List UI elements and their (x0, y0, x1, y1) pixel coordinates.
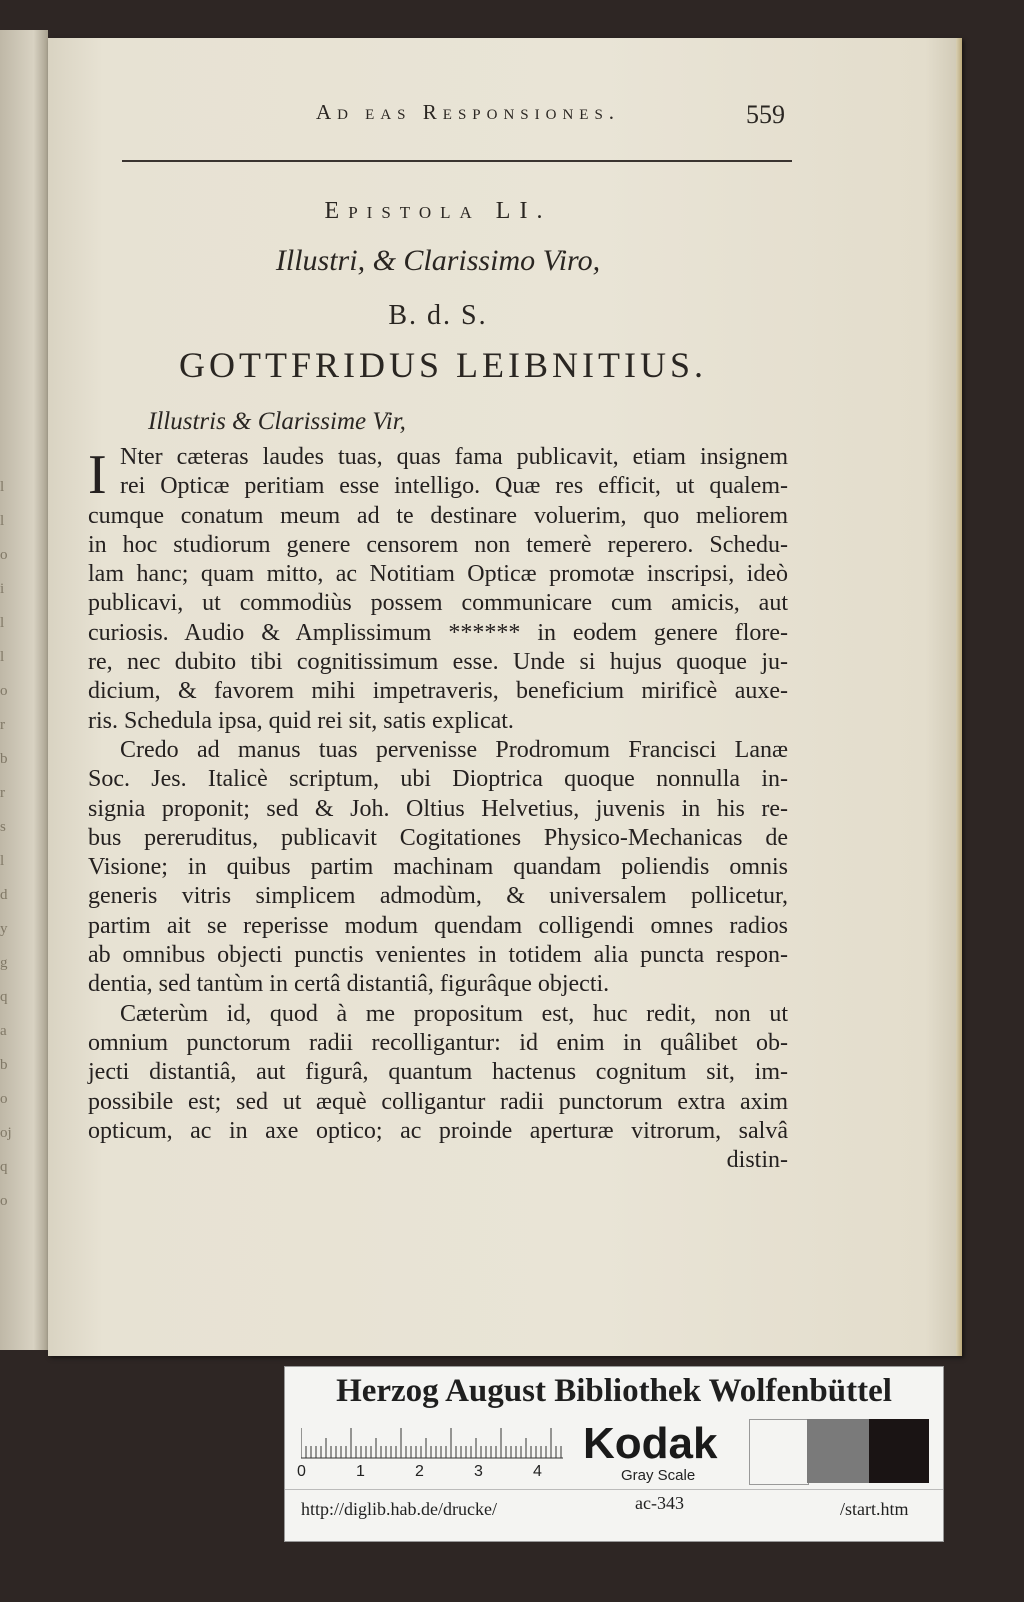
text-line: ab omnibus objecti punctis venientes in totidem alia puncta respon- (88, 942, 788, 969)
url-right: /start.htm (840, 1499, 909, 1519)
margin-mark: b (0, 1057, 8, 1073)
margin-mark: l (0, 479, 5, 495)
text-line: in hoc studiorum genere censorem non temerè reperero. Schedu- (88, 531, 788, 558)
text-line: dentia, sed tantùm in certâ distantiâ, figurâque objecti. (88, 971, 610, 998)
text-line: curiosis. Audio & Amplissimum ****** in eodem genere flore- (88, 619, 788, 646)
author-name: GOTTFRIDUS LEIBNITIUS. (179, 345, 707, 385)
margin-mark: s (0, 819, 6, 835)
recipient-initials: B. d. S. (388, 300, 488, 331)
text-line: partim ait se reperisse modum quendam colligendi omnes radios (88, 912, 788, 939)
margin-mark: o (0, 683, 8, 699)
text-line: publicavi, ut commodiùs possem communicare cum amicis, aut (88, 590, 788, 617)
text-line: Cæterùm id, quod à me propositum est, huc redit, non ut (120, 1000, 788, 1027)
text-line: bus pereruditus, publicavit Cogitationes Physico-Mechanicas de (88, 824, 788, 851)
text-line: distin- (726, 1147, 788, 1174)
epistola-heading: Epistola LI. (324, 198, 552, 224)
margin-mark: a (0, 1023, 7, 1039)
url-left: http://diglib.hab.de/drucke/ (301, 1499, 497, 1519)
text-line: Soc. Jes. Italicè scriptum, ubi Dioptrica quoque nonnulla in- (88, 766, 788, 793)
ruler-number: 1 (356, 1463, 365, 1480)
ruler-number: 0 (297, 1463, 306, 1480)
margin-mark: oj (0, 1125, 12, 1141)
margin-mark: l (0, 853, 5, 869)
text-line: re, nec dubito tibi cognitissimum esse. Unde si hujus quoque ju- (88, 649, 788, 676)
margin-mark: l (0, 615, 5, 631)
margin-mark: y (0, 921, 8, 937)
margin-mark: q (0, 1159, 8, 1175)
margin-mark: b (0, 751, 8, 767)
text-line: signia proponit; sed & Joh. Oltius Helvetius, juvenis in his re- (88, 795, 788, 822)
margin-mark: o (0, 547, 8, 563)
margin-mark: i (0, 581, 5, 597)
ruler-scale (301, 1425, 563, 1459)
kodak-brand: Kodak (583, 1419, 718, 1468)
text-line: lam hanc; quam mitto, ac Notitiam Opticæ promotæ inscripsi, ideò (88, 561, 788, 588)
grayscale-label: Gray Scale (621, 1467, 696, 1484)
running-head: Ad eas Responsiones. (315, 100, 621, 124)
header-rule (122, 160, 792, 162)
text-line: omnium punctorum radii recolligantur: id enim in quâlibet ob- (88, 1029, 788, 1056)
margin-mark: l (0, 649, 5, 665)
salutation: Illustris & Clarissime Vir, (148, 408, 406, 435)
swatch-white (749, 1419, 809, 1485)
margin-mark: o (0, 1091, 8, 1107)
book-page (48, 38, 962, 1356)
library-title: Herzog August Bibliothek Wolfenbüttel (336, 1373, 892, 1409)
text-line: Visione; in quibus partim machinam quandam poliendis omnis (88, 854, 788, 881)
shelf-code: ac-343 (635, 1493, 684, 1513)
left-page-edge (0, 30, 48, 1350)
text-line: Credo ad manus tuas pervenisse Prodromum Francisci Lanæ (120, 736, 788, 763)
text-line: rei Opticæ peritiam esse intelligo. Quæ res efficit, ut qualem- (120, 473, 788, 500)
text-line: dicium, & favorem mihi impetraveris, beneficium mirificè auxe- (88, 678, 788, 705)
drop-cap: I (88, 444, 107, 506)
page-edge (956, 38, 962, 1356)
swatch-gray (807, 1419, 869, 1483)
margin-mark: r (0, 785, 5, 801)
addressee-line: Illustri, & Clarissimo Viro, (275, 244, 601, 277)
left-margin-marks (0, 470, 14, 1218)
ruler-number: 4 (533, 1463, 542, 1480)
margin-mark: r (0, 717, 5, 733)
swatch-black (869, 1419, 929, 1483)
text-line: generis vitris simplicem admodùm, & universalem pollicetur, (88, 883, 788, 910)
margin-mark: q (0, 989, 8, 1005)
ruler-number: 3 (474, 1463, 483, 1480)
text-line: ris. Schedula ipsa, quid rei sit, satis explicat. (88, 707, 514, 734)
text-line: cumque conatum meum ad te destinare voluerim, quo meliorem (88, 502, 788, 529)
text-line: possibile est; sed ut æquè colligantur radii punctorum extra axim (88, 1088, 788, 1115)
margin-mark: o (0, 1193, 8, 1209)
margin-mark: l (0, 513, 5, 529)
letter-body (88, 443, 788, 1175)
ruler-number: 2 (415, 1463, 424, 1480)
margin-mark: g (0, 955, 8, 971)
card-divider (285, 1489, 943, 1490)
text-line: opticum, ac in axe optico; ac proinde aperturæ vitrorum, salvâ (88, 1117, 788, 1144)
text-line: Nter cæteras laudes tuas, quas fama publicavit, etiam insignem (120, 444, 788, 470)
text-line: jecti distantiâ, aut figurâ, quantum hactenus cognitum sit, im- (88, 1059, 788, 1086)
margin-mark: d (0, 887, 8, 903)
color-calibration-card (284, 1366, 944, 1542)
page-number: 559 (746, 100, 785, 129)
